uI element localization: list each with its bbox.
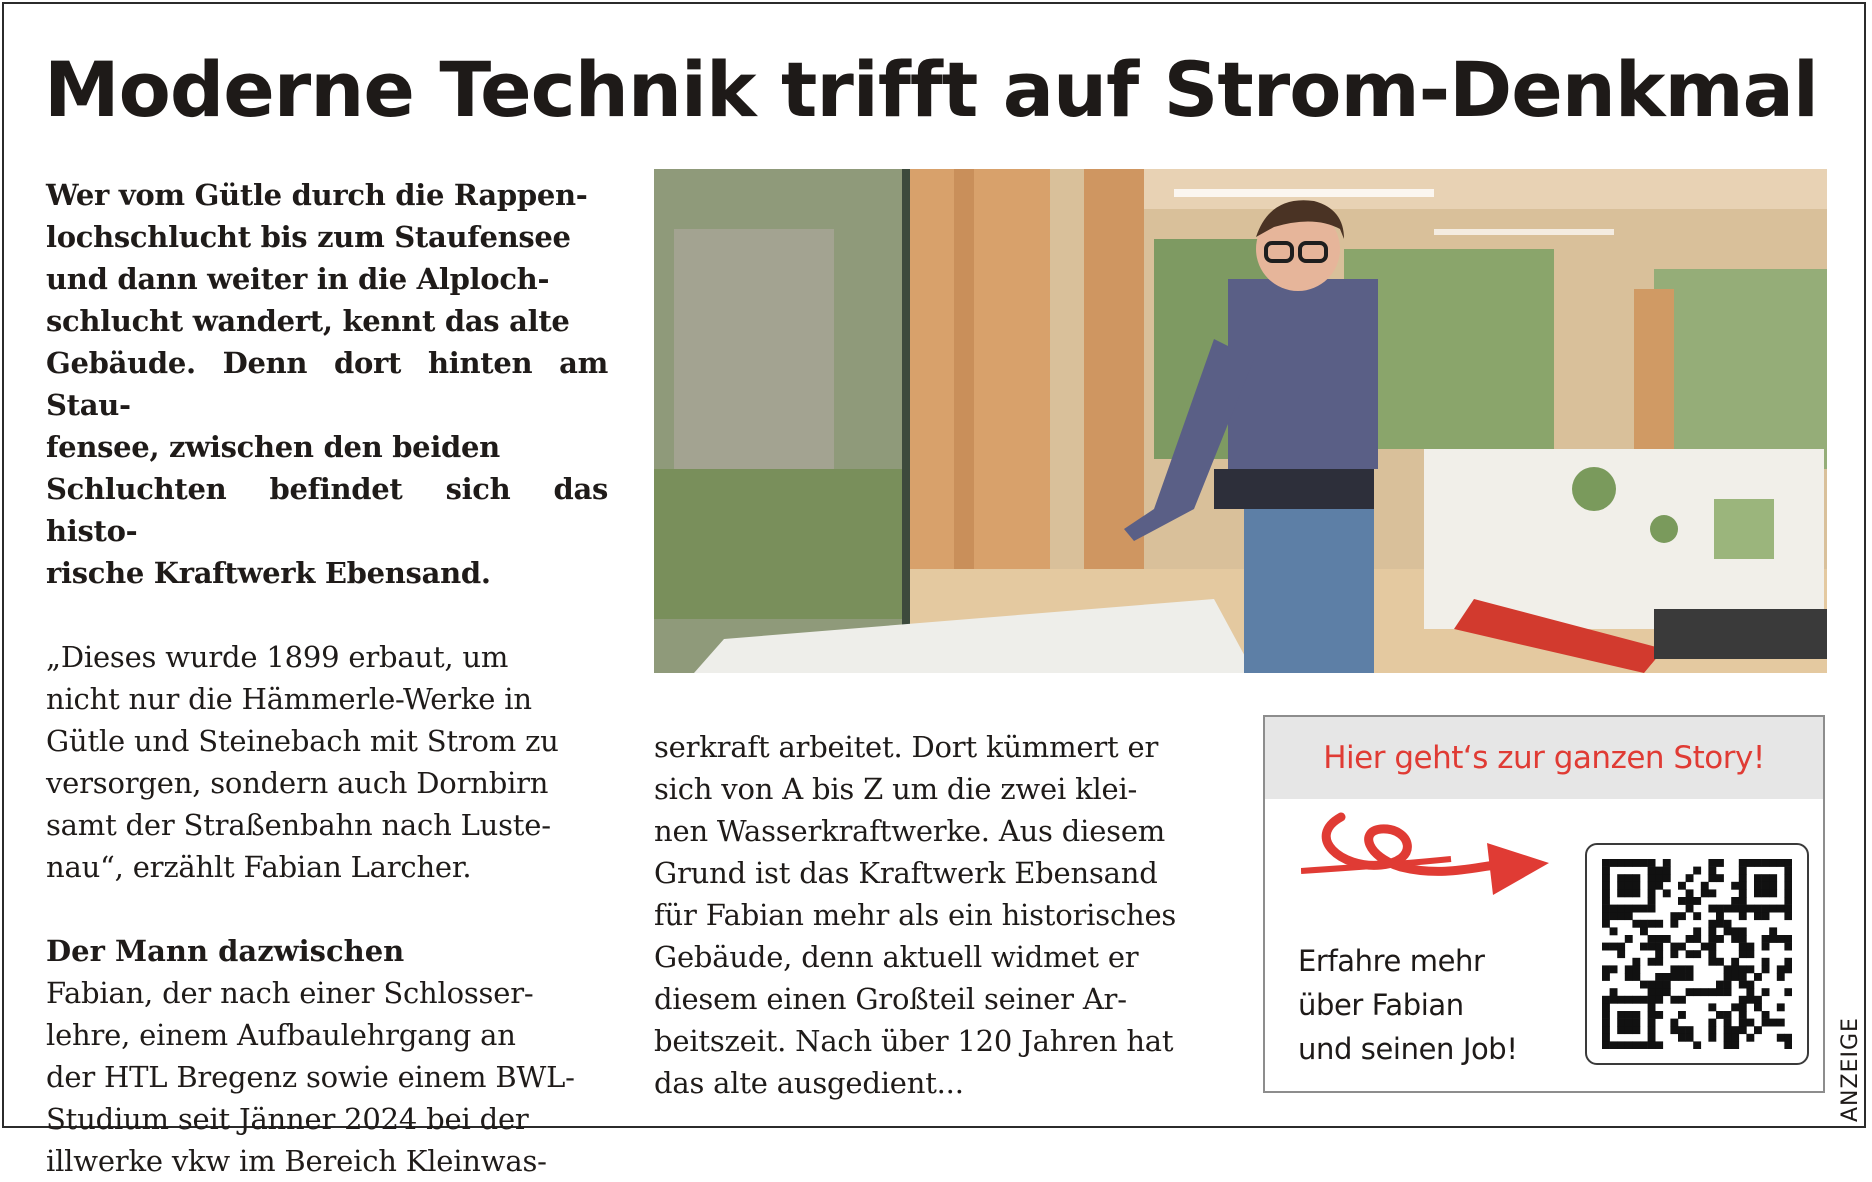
photo-man-in-office-image [654,169,1827,673]
quote-line: versorgen, sondern auch Dornbirn [46,766,549,800]
quote-line: nau“, erzählt Fabian Larcher. [46,850,472,884]
body-line: für Fabian mehr als ein historisches [654,898,1177,932]
article-photo [654,169,1827,673]
ad-text [1298,939,1558,1071]
ad-text-line: über Fabian [1298,988,1464,1022]
body-line: serkraft arbeitet. Dort kümmert er [654,730,1159,764]
body-line: Fabian, der nach einer Schlosser- [46,976,534,1010]
body-line: diesem einen Großteil seiner Ar- [654,982,1127,1016]
lead-line: rische Kraftwerk Ebensand. [46,556,491,590]
body-line: das alte ausgedient... [654,1066,964,1100]
advertisement-box[interactable] [1263,715,1825,1093]
red-arrow-icon [1301,807,1551,927]
ad-text-line: Erfahre mehr [1298,944,1485,978]
quote-line: samt der Straßenbahn nach Luste- [46,808,551,842]
body-line: Grund ist das Kraftwerk Ebensand [654,856,1158,890]
body-line: nen Wasserkraftwerke. Aus diesem [654,814,1166,848]
body-line: Studium seit Jänner 2024 bei der [46,1102,529,1136]
body-line: Gebäude, denn aktuell widmet er [654,940,1139,974]
left-column [46,174,608,1182]
body-paragraph-mid [654,726,1218,1104]
lead-line: Gebäude. Denn dort hinten am Stau- [46,346,608,422]
quote-paragraph [46,636,608,888]
quote-line: Gütle und Steinebach mit Strom zu [46,724,559,758]
lead-line: fensee, zwischen den beiden [46,430,500,464]
lead-paragraph [46,174,608,594]
lead-line: und dann weiter in die Alploch- [46,262,550,296]
middle-column [654,726,1218,1104]
qr-code-frame[interactable] [1585,843,1809,1065]
subheading: Der Mann dazwischen [46,934,405,968]
body-paragraph-left [46,972,608,1182]
ad-text-line: und seinen Job! [1298,1032,1518,1066]
article-headline: Moderne Technik trifft auf Strom-Denkmal [44,45,1818,134]
ad-label: ANZEIGE [1838,1017,1863,1122]
body-line: sich von A bis Z um die zwei klei- [654,772,1138,806]
ad-headline[interactable]: Hier geht‘s zur ganzen Story! [1265,717,1823,799]
quote-line: nicht nur die Hämmerle-Werke in [46,682,532,716]
lead-line: Schluchten befindet sich das histo- [46,472,608,548]
lead-line: lochschlucht bis zum Staufensee [46,220,571,254]
quote-line: „Dieses wurde 1899 erbaut, um [46,640,509,674]
lead-line: schlucht wandert, kennt das alte [46,304,570,338]
body-line: lehre, einem Aufbaulehrgang an [46,1018,516,1052]
body-line: beitszeit. Nach über 120 Jahren hat [654,1024,1174,1058]
qr-code-icon[interactable] [1602,859,1792,1049]
lead-line: Wer vom Gütle durch die Rappen- [46,178,588,212]
body-line: illwerke vkw im Bereich Kleinwas- [46,1144,547,1178]
body-line: der HTL Bregenz sowie einem BWL- [46,1060,575,1094]
